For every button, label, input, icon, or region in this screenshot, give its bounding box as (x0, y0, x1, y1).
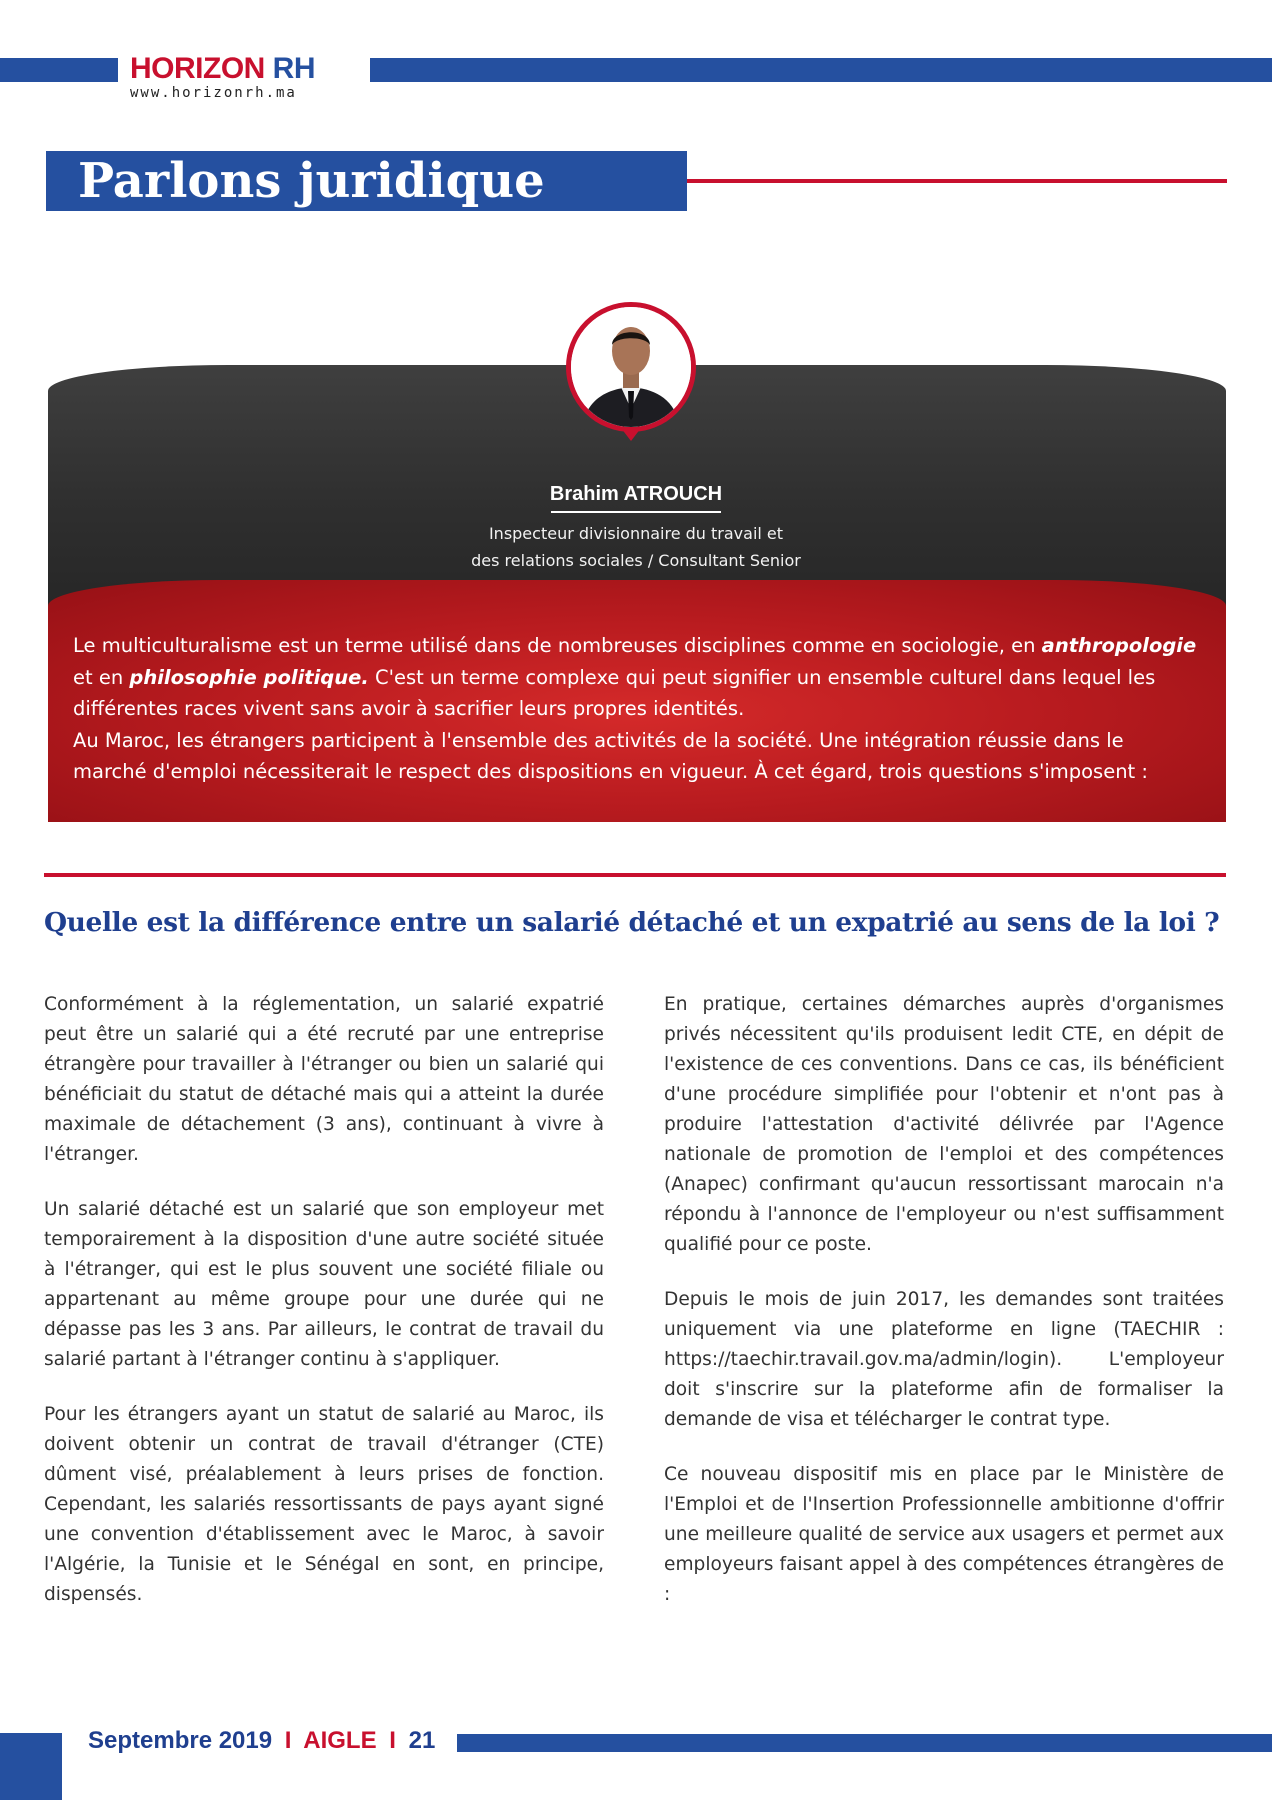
intro-p1-text-b: et en (73, 665, 130, 689)
logo-part1: HORIZON (130, 52, 265, 85)
footer-separator-2: I (389, 1727, 396, 1754)
author-role (386, 520, 886, 574)
author-portrait (566, 302, 696, 432)
person-portrait-icon (571, 307, 691, 427)
horizon-rh-logo[interactable] (130, 54, 360, 101)
right-paragraph-1: En pratique, certaines démarches auprès d'organismes privés nécessitent qu'ils produisent ledit CTE, en dépit de l'existence de ces conventions. Dans ce cas, ils bénéficient d'une procédure simplifiée pour l'obtenir et n'ont pas à produire l'attestation d'activité délivrée par l'Agence nationale de promotion de l'emploi et des compétences (Anapec) confirmant qu'aucun ressortissant marocain n'a répondu à l'annonce de l'employeur ou n'est suffisamment qualifié pour ce poste. (664, 994, 1224, 1255)
left-paragraph-2: Un salarié détaché est un salarié que son employeur met temporairement à la disposition d'une autre société située à l'étranger, qui est le plus souvent une société filiale ou appartenant au même groupe pour une durée qui ne dépasse pas les 3 ans. Par ailleurs, le contrat de travail du salarié partant à l'étranger continu à s'appliquer. (44, 1199, 604, 1370)
footer-page-number: 21 (408, 1727, 436, 1754)
portrait-pointer (621, 428, 641, 441)
header-bar-left (0, 58, 118, 82)
author-name-underline (551, 511, 721, 513)
left-column (44, 990, 604, 1635)
question-divider (44, 873, 1226, 877)
intro-p1-emphasis-2: philosophie politique. (129, 665, 369, 689)
logo-part2: RH (272, 52, 316, 85)
author-name: Brahim ATROUCH (549, 483, 723, 505)
footer (88, 1727, 435, 1755)
intro-text (73, 630, 1201, 788)
intro-p1-text-a: Le multiculturalisme est un terme utilisé dans de nombreuses disciplines comme en sociologie, en (73, 634, 1042, 657)
left-paragraph-3: Pour les étrangers ayant un statut de salarié au Maroc, ils doivent obtenir un contrat de travail d'étranger (CTE) dûment visé, préalablement à leurs prises de fonction. Cependant, les salariés ressortissants de pays ayant signé une convention d'établissement avec le Maroc, à savoir l'Algérie, la Tunisie et le Sénégal en sont, en principe, dispensés. (44, 1404, 604, 1605)
intro-paragraph-2: Au Maroc, les étrangers participent à l'ensemble des activités de la société. Une intégration réussie dans le marché d'emploi nécessiterait le respect des dispositions en vigueur. À cet égard, trois questions s'imposent : (73, 728, 1148, 783)
intro-paragraph-1 (73, 630, 1201, 725)
page-title: Parlons juridique (78, 153, 545, 209)
intro-p1-text-c: C'est un terme complexe qui peut signifier un ensemble culturel dans lequel les différentes races vivent sans avoir à sacrifier leurs propres identités. (73, 665, 1156, 720)
footer-bar-right (457, 1734, 1272, 1752)
footer-date: Septembre 2019 (88, 1727, 273, 1754)
footer-bar-left (0, 1733, 62, 1800)
left-paragraph-1: Conformément à la réglementation, un salarié expatrié peut être un salarié qui a été recruté par une entreprise étrangère pour travailler à l'étranger ou bien un salarié qui bénéficiait du statut de détaché mais qui a atteint la durée maximale de détachement (3 ans), continuant à vivre à l'étranger. (44, 994, 604, 1165)
logo-url: www.horizonrh.ma (130, 85, 297, 101)
logo-wordmark (130, 54, 360, 84)
author-role-line2: des relations sociales / Consultant Senior (471, 551, 801, 570)
right-column (664, 990, 1224, 1635)
right-paragraph-2: Depuis le mois de juin 2017, les demandes sont traitées uniquement via une plateforme en ligne (TAECHIR : https://taechir.travail.gov.ma/admin/login). L'employeur doit s'inscrire sur la plateforme afin de formaliser la demande de visa et télécharger le contrat type. (664, 1289, 1224, 1430)
question-heading: Quelle est la différence entre un salarié détaché et un expatrié au sens de la loi ? (44, 907, 1220, 938)
author-role-line1: Inspecteur divisionnaire du travail et (488, 524, 784, 543)
right-paragraph-3: Ce nouveau dispositif mis en place par le Ministère de l'Emploi et de l'Insertion Professionnelle ambitionne d'offrir une meilleure qualité de service aux usagers et permet aux employeurs faisant appel à des compétences étrangères de : (664, 1464, 1224, 1605)
intro-p1-emphasis-1: anthropologie (1041, 634, 1197, 657)
header-bar-right (370, 58, 1272, 82)
footer-brand: AIGLE (303, 1727, 377, 1754)
title-divider (687, 179, 1227, 183)
footer-separator-1: I (284, 1727, 292, 1754)
